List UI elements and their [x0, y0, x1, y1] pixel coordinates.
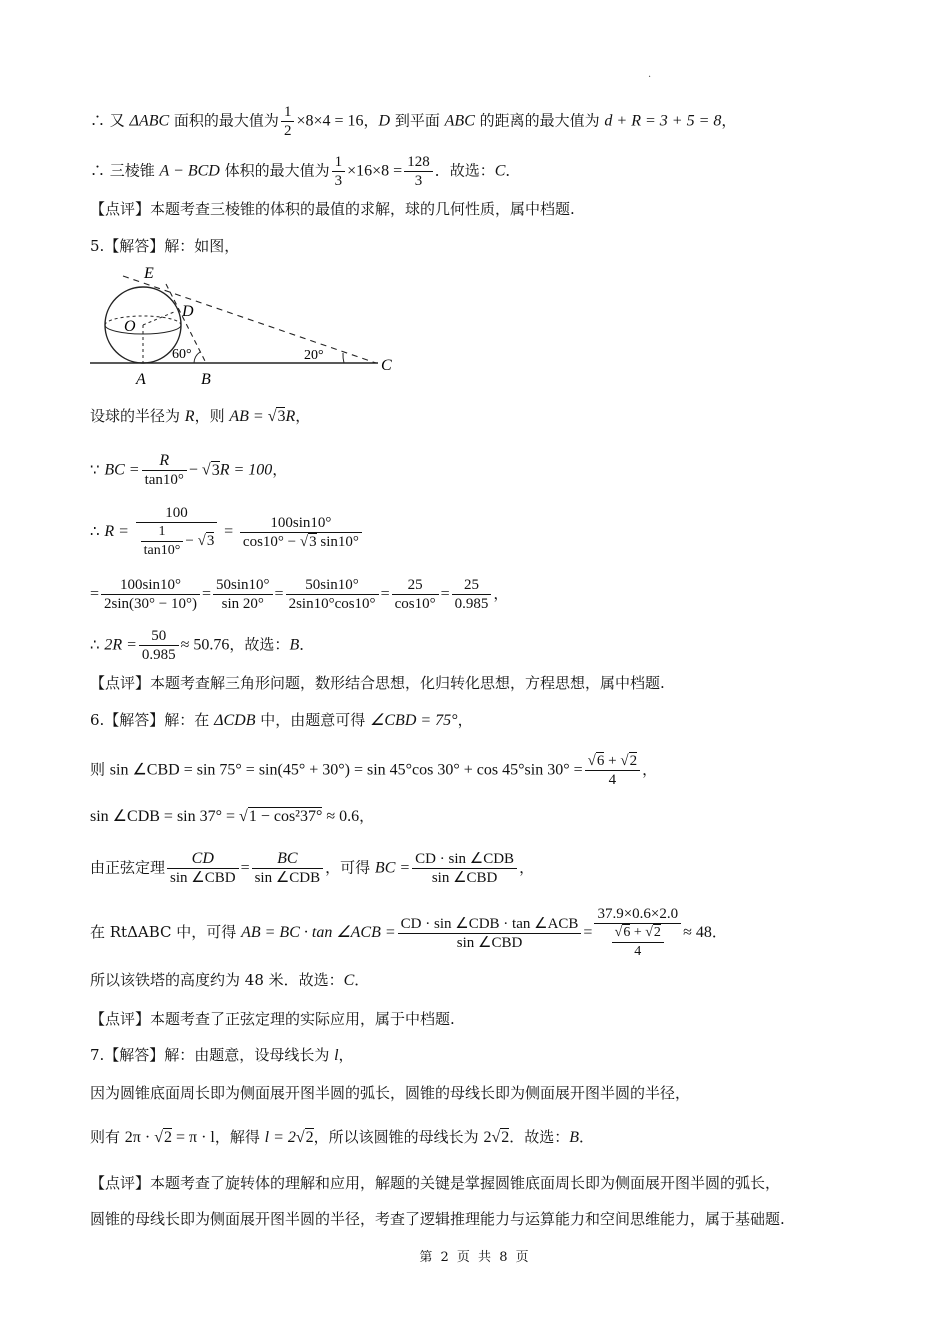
fraction: $\frac{50\sin 10^\circ}{\sin 20^\circ}$ — [213, 576, 273, 613]
fraction: $\frac{\text{CD · sin ∠CDB · tan ∠ACB}}{\text{sin ∠CBD}}$ — [398, 915, 582, 952]
q7-heading: 7.【解答】解：由题意，设母线长为 l， — [90, 1046, 354, 1064]
q7-line-2: 则有 2π · √2 = π · l，解得 l = 2√2，所以该圆锥的母线长为 2√2．故选：B． — [90, 1128, 595, 1146]
fraction: $\frac{100\sin 10^\circ}{\cos 10^\circ - √3 \sin 10^\circ}$ — [240, 514, 362, 551]
q6-line-3: 由正弦定理 $\frac{CD}{\text{sin ∠CBD}}$ = $\frac{BC}{\text{sin ∠CDB}}$ ，可得 BC = $\frac{\text{CD · sin ∠CDB}}{\text{sin ∠CBD}}$ ， — [90, 850, 535, 886]
q5-line-3: ∴ R = 100 $\frac{1}{\tan 10^\circ}$ − √3 = $\frac{100\sin 10^\circ}{\cos 10^\circ - √3 \sin 10^\circ}$ — [90, 504, 364, 560]
fraction: $\frac{25}{\cos 10^\circ}$ — [392, 576, 439, 613]
fraction: $\frac{1}{2}$ — [281, 103, 295, 140]
fraction: $\frac{R}{\tan 10^\circ}$ — [142, 452, 187, 489]
q5-heading: 5.【解答】解：如图， — [90, 237, 240, 255]
q7-line-1: 因为圆锥底面周长即为侧面展开图半圆的弧长，圆锥的母线长即为侧面展开图半圆的半径， — [90, 1084, 691, 1102]
fraction: $\frac{\text{CD · sin ∠CDB}}{\text{sin ∠CBD}}$ — [412, 850, 517, 887]
q4-review: 【点评】本题考查三棱锥的体积的最值的求解，球的几何性质，属中档题. — [90, 200, 575, 218]
label-D: D — [182, 303, 194, 320]
label-A: A — [136, 371, 146, 388]
q6-line-5: 所以该铁塔的高度约为 48 米．故选：C． — [90, 971, 370, 989]
q6-line-4: 在 RtΔABC 中，可得 AB = BC · tan ∠ACB = $\frac{\text{CD · sin ∠CDB · tan ∠ACB}}{\text{sin ∠CBD}}$ = $\frac{37.9\times 0.6\times 2.0}{\frac{√6 + √2}{4}}$ ≈ 48． — [90, 906, 727, 959]
label-E: E — [144, 265, 154, 282]
fraction: $\frac{√6 + √2}{4}$ — [585, 752, 640, 789]
fraction: $\frac{25}{0.985}$ — [452, 576, 492, 613]
label-O: O — [124, 318, 136, 335]
label-B: B — [201, 371, 211, 388]
page-footer: 第 2 页 共 8 页 — [419, 1250, 531, 1265]
q5-line-4: = $\frac{100\sin 10^\circ}{2\sin(30^\circ - 10^\circ)}$ = $\frac{50\sin 10^\circ}{\sin 20^\circ}$ = $\frac{50\sin 10^\circ}{2\sin 10^\circ\cos 10^\circ}$ = $\frac{25}{\cos 10^\circ}$ = $\frac{25}{0.985}$ ， — [90, 577, 509, 612]
fraction: $\frac{100\sin 10^\circ}{2\sin(30^\circ - 10^\circ)}$ — [101, 576, 200, 613]
q4-line-1: ∴ 又 ΔABC 面积的最大值为 $\frac{1}{2}$ ×8×4 = 16，D 到平面 ABC 的距离的最大值为 d + R = 3 + 5 = 8， — [90, 104, 737, 139]
fraction: $\frac{1}{3}$ — [332, 153, 346, 190]
fraction: $\frac{128}{3}$ — [404, 153, 433, 190]
q5-line-1: 设球的半径为 R，则 AB = √3R， — [90, 407, 311, 425]
q5-line-5: ∴ 2R = $\frac{50}{0.985}$ ≈ 50.76，故选：B． — [90, 628, 315, 663]
q6-review: 【点评】本题考查了正弦定理的实际应用，属于中档题. — [90, 1010, 455, 1028]
q4-line-2: ∴ 三棱锥 A − BCD 体积的最大值为 $\frac{1}{3}$ ×16×8 = $\frac{128}{3}$ ．故选：C． — [90, 154, 521, 189]
q5-line-2: ∵ BC = $\frac{R}{\tan 10^\circ}$ − √3R = 100， — [90, 452, 288, 488]
fraction: $\frac{37.9\times 0.6\times 2.0}{\frac{√6 + √2}{4}}$ — [594, 905, 681, 961]
q6-heading: 6.【解答】解：在 ΔCDB 中，由题意可得 ∠CBD = 75°， — [90, 711, 473, 729]
fraction: $\frac{BC}{\text{sin ∠CDB}}$ — [252, 850, 324, 887]
line-ec — [123, 276, 376, 363]
fraction: 100 $\frac{1}{\tan 10^\circ}$ − √3 — [136, 504, 218, 560]
angle-arc-20 — [343, 353, 344, 363]
label-angle-60: 60° — [172, 347, 192, 362]
q7-review-line-1: 【点评】本题考查了旋转体的理解和应用，解题的关键是掌握圆锥底面周长即为侧面展开图半圆的弧长， — [90, 1174, 781, 1192]
fraction: $\frac{√6 + √2}{4}$ — [612, 924, 664, 961]
fraction: $\frac{50\sin 10^\circ}{2\sin 10^\circ\cos 10^\circ}$ — [286, 576, 379, 613]
fraction: $\frac{CD}{\text{sin ∠CBD}}$ — [167, 850, 239, 887]
q6-line-1: 则 sin ∠CBD = sin 75° = sin(45° + 30°) = sin 45°cos 30° + cos 45°sin 30° = $\frac{√6 + √2}{4}$ ， — [90, 753, 658, 788]
sphere-figure — [88, 264, 408, 390]
q6-line-2: sin ∠CDB = sin 37° = √1 − cos²37° ≈ 0.6， — [90, 807, 375, 825]
label-angle-20: 20° — [304, 348, 324, 363]
q7-review-line-2: 圆锥的母线长即为侧面展开图半圆的半径，考查了逻辑推理能力与运算能力和空间思维能力，属于基础题. — [90, 1210, 785, 1228]
page-marker: · — [648, 72, 652, 83]
equator-back — [105, 316, 181, 325]
fraction: $\frac{50}{0.985}$ — [139, 627, 179, 664]
q5-review: 【点评】本题考查解三角形问题，数形结合思想，化归转化思想，方程思想，属中档题. — [90, 674, 665, 692]
fraction: $\frac{1}{\tan 10^\circ}$ — [141, 523, 184, 560]
label-C: C — [381, 357, 392, 374]
angle-arc-60 — [194, 352, 200, 363]
